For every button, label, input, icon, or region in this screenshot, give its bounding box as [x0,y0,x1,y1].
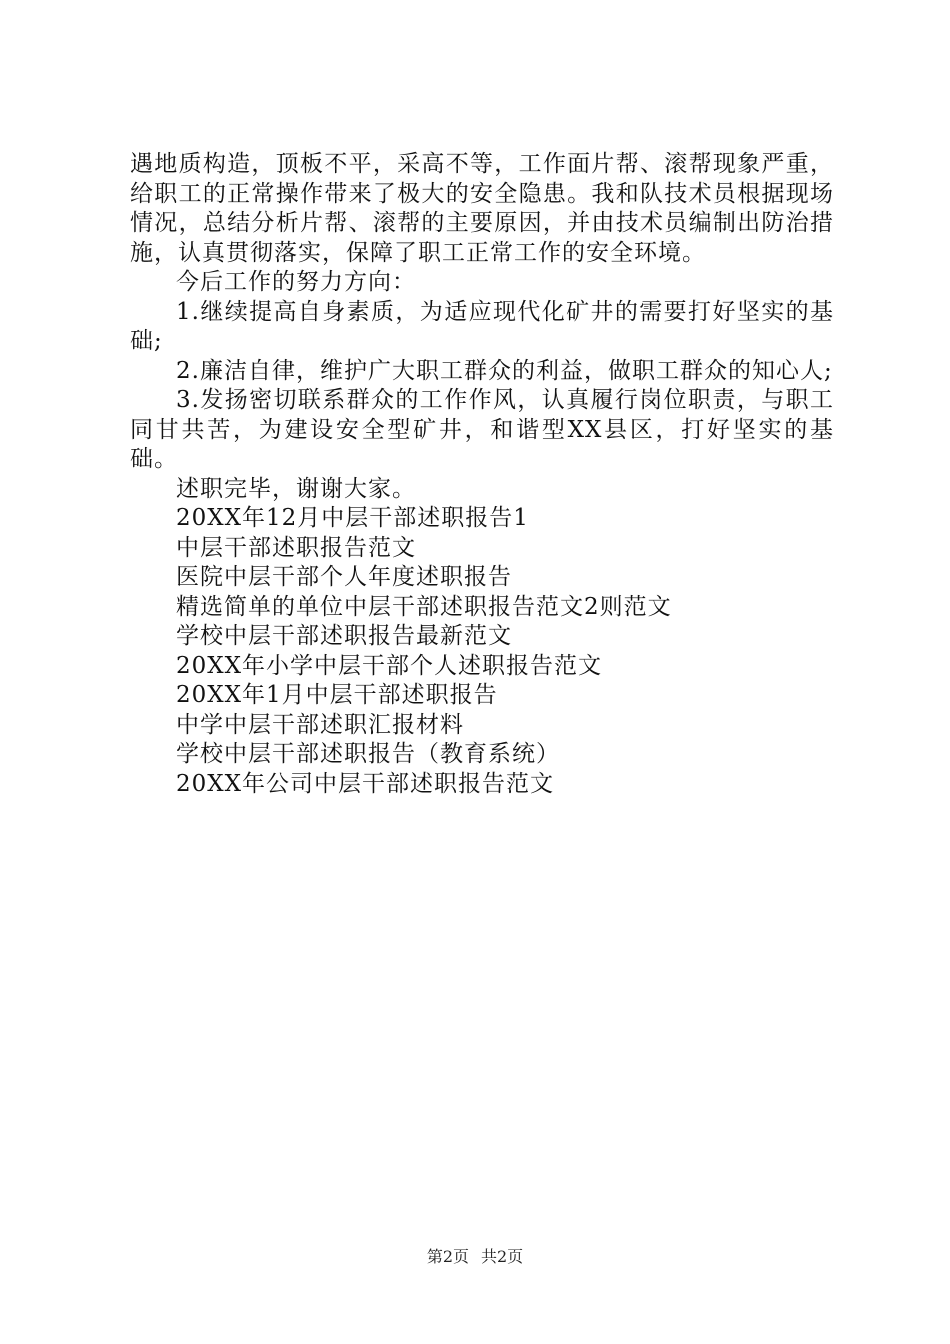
related-title: 医院中层干部个人年度述职报告 [176,564,512,590]
paragraph-point-1: 1.继续提高自身素质，为适应现代化矿井的需要打好坚实的基础; [130,298,834,354]
related-title: 20XX年公司中层干部述职报告范文 [176,770,555,797]
related-title: 中学中层干部述职汇报材料 [176,711,464,738]
related-title: 精选简单的单位中层干部述职报告范文2则范文 [176,593,672,620]
paragraph-point-3: 3.发扬密切联系群众的工作作风，认真履行岗位职责，与职工同甘共苦，为建设安全型矿井，和谐型XX县区，打好坚实的基础。 [130,387,834,472]
document-body [130,150,834,799]
related-title: 20XX年1月中层干部述职报告 [176,682,498,708]
paragraph-point-2: 2.廉洁自律，维护广大职工群众的利益，做职工群众的知心人; [176,357,833,384]
paragraph-closing: 述职完毕，谢谢大家。 [176,475,416,502]
page-footer [0,1244,950,1267]
related-title: 学校中层干部述职报告（教育系统） [176,741,560,767]
page-number-current: 第2页 [426,1247,469,1266]
paragraph-future-direction-heading: 今后工作的努力方向： [176,269,416,295]
paragraph-continued: 遇地质构造，顶板不平，采高不等，工作面片帮、滚帮现象严重，给职工的正常操作带来了极大的安全隐患。我和队技术员根据现场情况，总结分析片帮、滚帮的主要原因，并由技术员编制出防治措施，认真贯彻落实，保障了职工正常工作的安全环境。 [130,151,834,266]
related-title: 学校中层干部述职报告最新范文 [176,623,512,649]
page-number-total: 共2页 [481,1247,524,1266]
related-title: 20XX年小学中层干部个人述职报告范文 [176,652,603,679]
related-titles-list [130,504,834,799]
related-title: 20XX年12月中层干部述职报告1 [176,505,529,531]
related-title: 中层干部述职报告范文 [176,534,416,561]
